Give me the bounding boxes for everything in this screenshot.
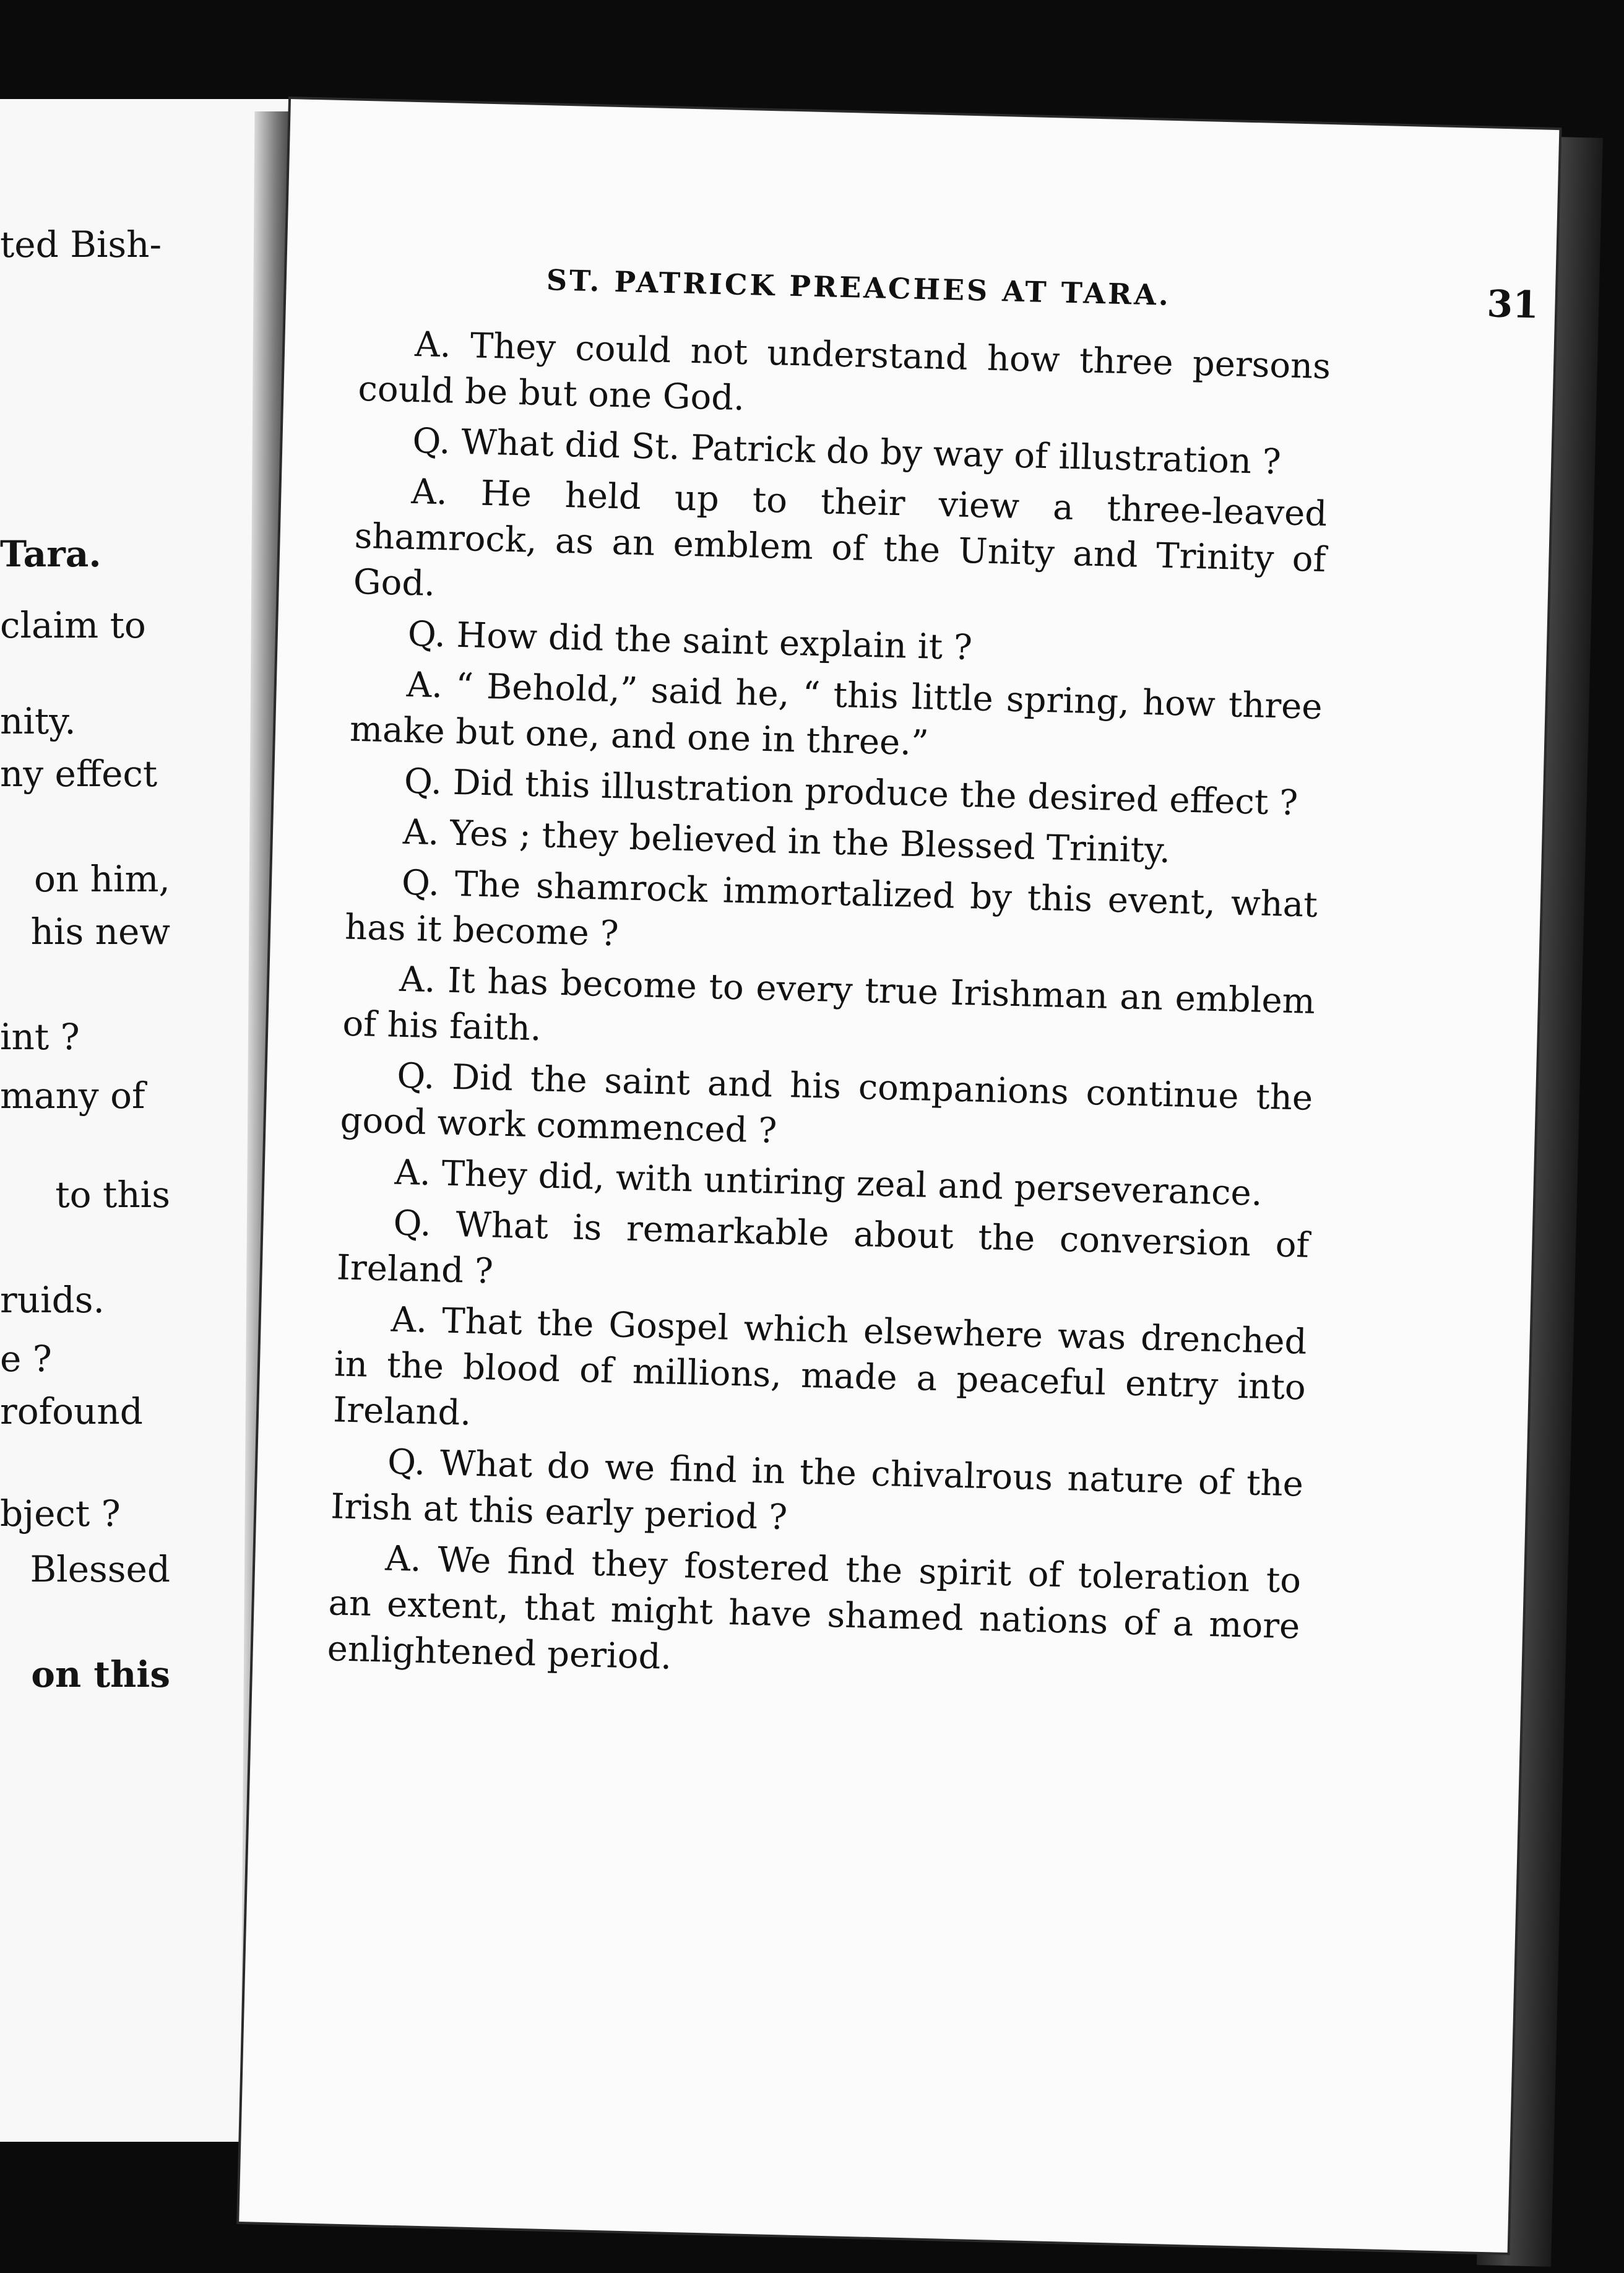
paragraph-text: He held up to their view a three-leaved shamrock, as an emblem of the Unity and Trinity of God.	[353, 473, 1328, 604]
left-page-line: ted Bish-	[0, 223, 162, 266]
right-page	[239, 99, 1559, 2253]
paragraph-text: Did the saint and his companions continue the good work commenced ?	[339, 1057, 1313, 1151]
paragraph-text: They did, with untiring zeal and perseverance.	[441, 1153, 1263, 1214]
speaker-label: A.	[399, 959, 436, 1001]
paragraph	[353, 468, 1328, 629]
body-text	[327, 321, 1331, 1701]
speaker-label: A.	[414, 324, 452, 366]
left-page-line: e ?	[0, 1338, 52, 1380]
running-head: ST. PATRICK PREACHES AT TARA.	[546, 263, 1172, 312]
left-page-line: rofound	[0, 1390, 143, 1432]
speaker-label: A.	[384, 1538, 422, 1580]
paragraph	[340, 1052, 1313, 1167]
left-page-line: Tara.	[0, 533, 102, 575]
speaker-label: A.	[410, 471, 448, 513]
paragraph-text: “ Behold,” said he, “ this little spring, how three make but one, and one in three.”	[349, 665, 1323, 764]
speaker-label: Q.	[407, 613, 446, 656]
left-page-line: on him,	[33, 858, 170, 900]
left-page-line: nity.	[0, 700, 76, 742]
paragraph	[336, 1199, 1310, 1314]
speaker-label: Q.	[396, 1055, 436, 1098]
left-page-line: int ?	[0, 1016, 80, 1058]
paragraph	[349, 661, 1323, 776]
speaker-label: A.	[406, 664, 443, 706]
paragraph-text: What do we find in the chivalrous nature of the Irish at this early period ?	[330, 1443, 1304, 1538]
paragraph-text: Yes ; they believed in the Blessed Trinity.	[449, 813, 1171, 872]
left-page-line: to this	[55, 1174, 170, 1216]
left-page-line: Blessed	[30, 1548, 170, 1590]
paragraph	[358, 321, 1331, 436]
speaker-label: Q.	[404, 761, 443, 803]
left-page-line: bject ?	[0, 1492, 121, 1535]
left-page-line: on this	[31, 1653, 170, 1695]
paragraph-text: Did this illustration produce the desired effect ?	[452, 762, 1298, 824]
paragraph-text: The shamrock immortalized by this event, what has it become ?	[344, 864, 1318, 955]
speaker-label: Q.	[412, 420, 451, 462]
paragraph	[342, 956, 1316, 1071]
paragraph-text: That the Gospel which elsewhere was drenched in the blood of millions, made a peaceful entry into Ireland.	[332, 1301, 1308, 1434]
paragraph-text: It has become to every true Irishman an emblem of his faith.	[342, 960, 1316, 1049]
page-number: 31	[1486, 282, 1539, 327]
paragraph	[332, 1296, 1307, 1457]
left-page-line: ruids.	[0, 1279, 105, 1321]
speaker-label: Q.	[401, 862, 440, 904]
speaker-label: Q.	[387, 1442, 426, 1483]
left-page-line: many of	[0, 1075, 145, 1117]
speaker-label: A.	[394, 1152, 431, 1194]
speaker-label: A.	[402, 812, 440, 854]
paragraph-text: We find they fostered the spirit of toleration to an extent, that might have shamed nations of a more enlightened period.	[327, 1539, 1302, 1678]
page-header	[546, 263, 1539, 336]
speaker-label: Q.	[392, 1203, 432, 1245]
paragraph	[344, 859, 1318, 974]
paragraph	[327, 1535, 1302, 1695]
speaker-label: A.	[391, 1299, 428, 1341]
paragraph-text: They could not understand how three persons could be but one God.	[357, 326, 1331, 419]
left-page-line: his new	[30, 911, 170, 953]
paragraph-text: What did St. Patrick do by way of illustration ?	[460, 422, 1282, 483]
paragraph-text: How did the saint explain it ?	[456, 615, 973, 669]
paragraph	[330, 1438, 1304, 1553]
left-page-line: ny effect	[0, 753, 158, 795]
paragraph-text: What is remarkable about the conversion of Ireland ?	[336, 1205, 1310, 1292]
left-page-line: claim to	[0, 604, 146, 646]
